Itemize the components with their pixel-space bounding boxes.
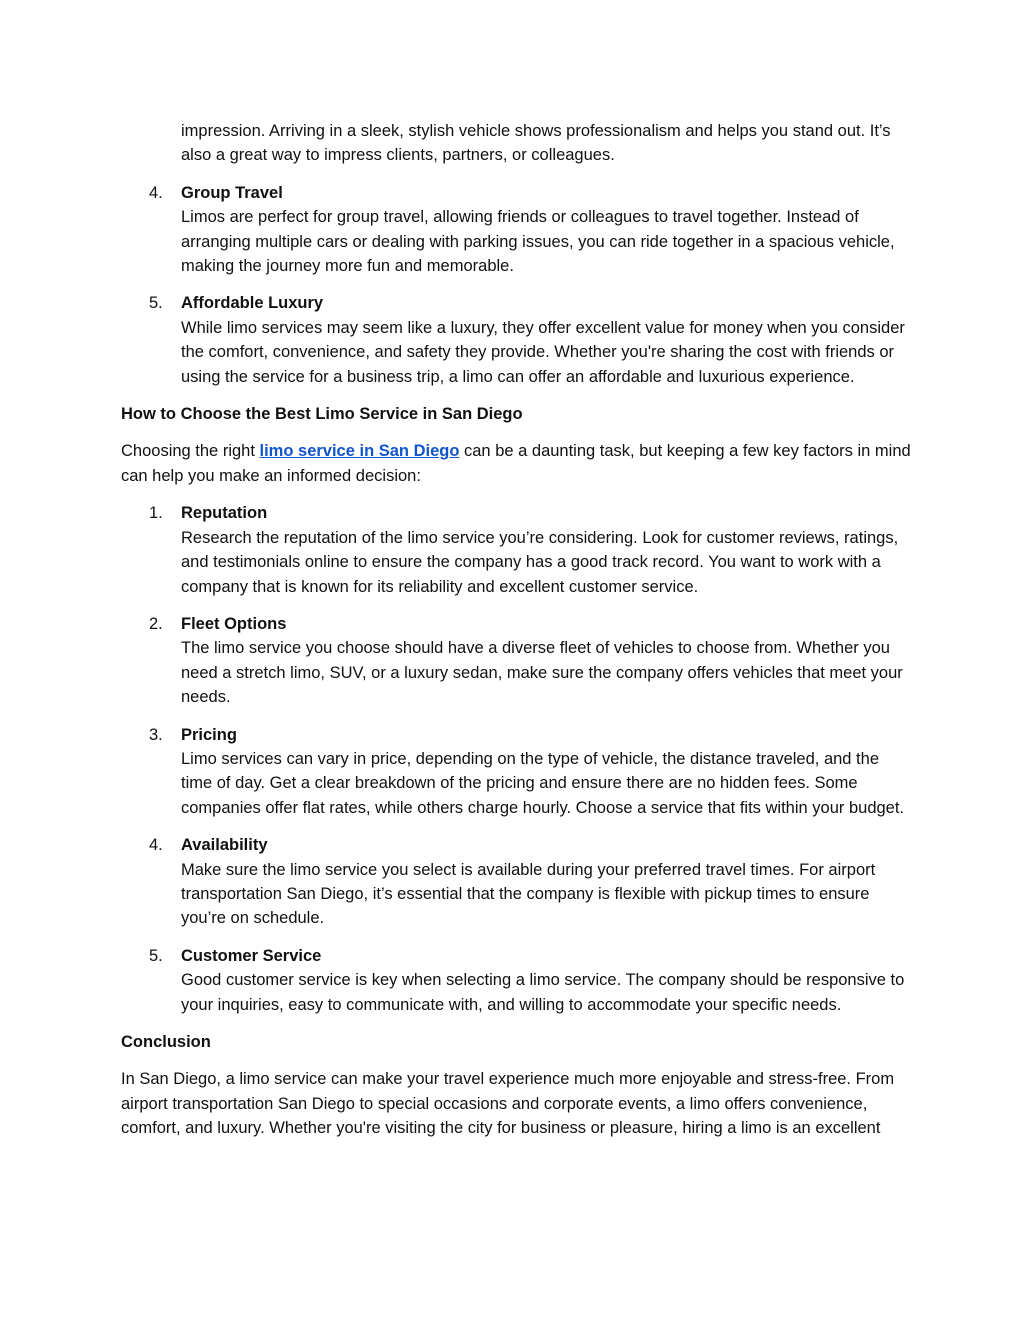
list-item xyxy=(121,612,911,710)
section-heading-conclusion: Conclusion xyxy=(121,1033,211,1051)
list-number: 5. xyxy=(149,294,163,313)
list-number: 4. xyxy=(149,183,163,202)
document-page xyxy=(121,119,911,1154)
list-item xyxy=(121,723,911,821)
list-number: 5. xyxy=(149,946,163,965)
list-item-body: While limo services may seem like a luxury, they offer excellent value for money when you consider the comfort, convenience, and safety they provide. Whether you're sharing the cost with friends or using the service for a business trip, a limo can offer an affordable and luxurious experience. xyxy=(181,318,905,386)
benefits-list xyxy=(121,181,911,389)
list-number: 2. xyxy=(149,614,163,633)
conclusion-paragraph: In San Diego, a limo service can make your travel experience much more enjoyable and stress-free. From airport transportation San Diego to special occasions and corporate events, a limo offers convenience, comfort, and luxury. Whether you're visiting the city for business or pleasure, hiring a limo is an excellent xyxy=(121,1070,895,1138)
intro-text-after: can be a daunting task, but keeping a few key factors in mind can help you make an informed decision: xyxy=(121,442,911,485)
list-item-body: Good customer service is key when selecting a limo service. The company should be responsive to your inquiries, easy to communicate with, and willing to accommodate your specific needs. xyxy=(181,971,905,1014)
section-heading-choose: How to Choose the Best Limo Service in San Diego xyxy=(121,405,523,424)
list-number: 1. xyxy=(149,504,163,523)
list-item-body: Make sure the limo service you select is available during your preferred travel times. For airport transportation San Diego, it’s essential that the company is flexible with pickup times to ensure you’re on schedule. xyxy=(181,860,876,928)
continuation-text: impression. Arriving in a sleek, stylish vehicle shows professionalism and helps you stand out. It’s also a great way to impress clients, partners, or colleagues. xyxy=(181,122,891,165)
list-item xyxy=(121,501,911,599)
list-item-body: Limos are perfect for group travel, allowing friends or colleagues to travel together. Instead of arranging multiple cars or dealing with parking issues, you can ride together in a spacious vehicle, making the journey more fun and memorable. xyxy=(181,208,895,276)
list-item xyxy=(121,181,911,279)
list-item-title: Affordable Luxury xyxy=(181,294,324,313)
limo-service-link[interactable]: limo service in San Diego xyxy=(259,442,460,461)
list-item-body: Limo services can vary in price, depending on the type of vehicle, the distance traveled, and the time of day. Get a clear breakdown of the pricing and ensure there are no hidden fees. Some companies offer flat rates, while others charge hourly. Choose a service that fits within your budget. xyxy=(181,749,905,817)
factors-list xyxy=(121,501,911,1017)
list-item xyxy=(121,291,911,389)
list-item-title: Fleet Options xyxy=(181,614,287,633)
list-number: 3. xyxy=(149,725,163,744)
list-item xyxy=(121,944,911,1017)
list-item-body: The limo service you choose should have a diverse fleet of vehicles to choose from. Whether you need a stretch limo, SUV, or a luxury sedan, make sure the company offers vehicles that meet your needs. xyxy=(181,639,903,707)
list-item-title: Reputation xyxy=(181,504,268,523)
list-item-title: Customer Service xyxy=(181,946,322,965)
list-item-title: Availability xyxy=(181,836,268,855)
list-item-title: Group Travel xyxy=(181,183,283,202)
list-item-title: Pricing xyxy=(181,725,237,744)
list-number: 4. xyxy=(149,836,163,855)
list-item-body: Research the reputation of the limo service you’re considering. Look for customer reviews, ratings, and testimonials online to ensure the company has a good track record. You want to work with a company that is known for its reliability and excellent customer service. xyxy=(181,528,899,596)
list-item xyxy=(121,833,911,931)
choose-intro-paragraph xyxy=(121,439,911,488)
intro-text-before: Choosing the right xyxy=(121,442,260,461)
